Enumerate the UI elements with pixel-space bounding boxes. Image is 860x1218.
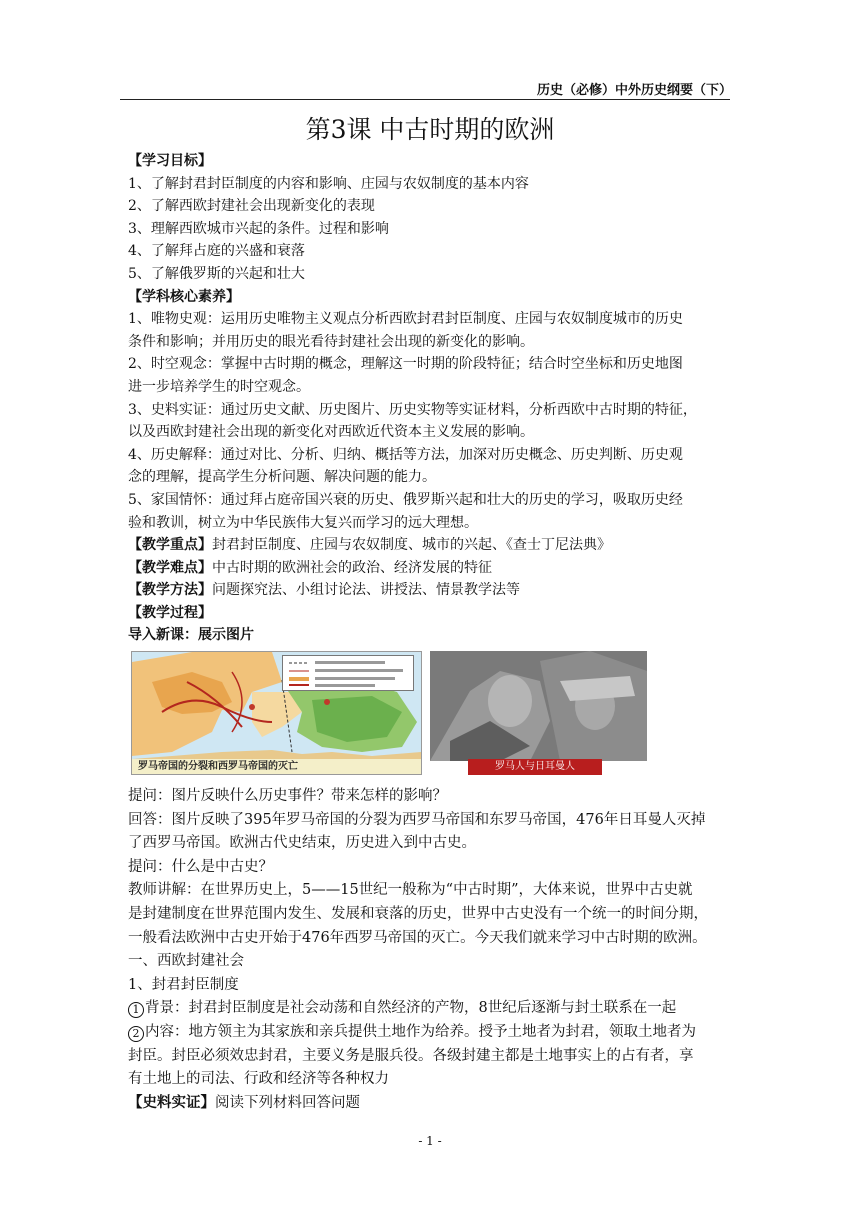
objectives-list (128, 173, 732, 286)
section-title: 一、西欧封建社会 (128, 953, 244, 970)
methods-text: 问题探究法、小组讨论法、讲授法、情景教学法等 (212, 582, 520, 599)
background-text: 背景：封君封臣制度是社会动荡和自然经济的产物，8世纪后逐渐与封土联系在一起 (145, 1000, 677, 1017)
map-figure (131, 651, 422, 775)
figure-row (128, 651, 732, 779)
methods-label: 【教学方法】 (128, 582, 212, 599)
content-line: 封臣。封臣必须效忠封君，主要义务是服兵役。各级封建主都是土地事实上的占有者，享 (128, 1047, 694, 1064)
header-rule (120, 99, 730, 100)
literacy-line: 2、时空观念：掌握中古时期的概念，理解这一时期的阶段特征；结合时空坐标和历史地图 (128, 356, 683, 373)
literacy-line: 1、唯物史观：运用历史唯物主义观点分析西欧封君封臣制度、庄园与农奴制度城市的历史 (128, 311, 683, 328)
content-text: 内容：地方领主为其家族和亲兵提供土地作为给养。授予土地者为封君，领取土地者为 (145, 1024, 696, 1040)
question-line: 提问：什么是中古史？ (128, 858, 273, 875)
content-point (128, 1021, 732, 1045)
answer-line: 了西罗马帝国。欧洲古代史结束，历史进入到中古史。 (128, 835, 476, 852)
key-points-label: 【教学重点】 (128, 537, 212, 554)
running-header: 历史（必修）中外历史纲要（下） (536, 83, 732, 98)
key-points-text: 封君封臣制度、庄园与农奴制度、城市的兴起、《查士丁尼法典》 (212, 537, 611, 554)
process-heading: 【教学过程】 (128, 604, 212, 621)
objective-item: 1、了解封君封臣制度的内容和影响、庄园与农奴制度的基本内容 (128, 175, 529, 192)
difficulties (128, 557, 732, 580)
evidence-text: 阅读下列材料回答问题 (215, 1094, 360, 1111)
difficulties-label: 【教学难点】 (128, 559, 212, 576)
objective-item: 4、了解拜占庭的兴盛和衰落 (128, 243, 305, 260)
relief-image (430, 651, 647, 761)
evidence (128, 1092, 732, 1116)
objective-item: 2、了解西欧封建社会出现新变化的表现 (128, 198, 375, 215)
question-line: 提问：图片反映什么历史事件？带来怎样的影响？ (128, 788, 447, 805)
qa-section (128, 785, 732, 1115)
circled-number: 2 (128, 1026, 144, 1042)
literacy-line: 念的理解，提高学生分析问题、解决问题的能力。 (128, 469, 436, 486)
relief-caption: 罗马人与日耳曼人 (468, 759, 602, 775)
lesson-title: 第3课 中古时期的欧洲 (305, 115, 555, 144)
legend-lines (283, 656, 413, 690)
map-legend (282, 655, 414, 691)
explanation-line: 一般看法欧洲中古史开始于476年西罗马帝国的灭亡。今天我们就来学习中古时期的欧洲。 (128, 929, 707, 946)
literacy-line: 5、家国情怀：通过拜占庭帝国兴衰的历史、俄罗斯兴起和壮大的历史的学习，吸取历史经 (128, 491, 683, 508)
literacy-heading: 【学科核心素养】 (128, 288, 240, 305)
relief-figure (430, 651, 647, 775)
objective-item: 5、了解俄罗斯的兴起和壮大 (128, 265, 305, 282)
map-caption: 罗马帝国的分裂和西罗马帝国的灭亡 (132, 759, 421, 774)
answer-line: 回答：图片反映了395年罗马帝国的分裂为西罗马帝国和东罗马帝国，476年日耳曼人灭掉 (128, 811, 706, 828)
objectives-heading: 【学习目标】 (128, 153, 212, 169)
relief-illustration (430, 651, 647, 761)
explanation-line: 是封建制度在世界范围内发生、发展和衰落的历史，世界中古史没有一个统一的时间分期， (128, 906, 708, 923)
methods (128, 579, 732, 602)
background-point (128, 997, 732, 1021)
literacy-list (128, 308, 732, 534)
page-number: - 1 - (418, 1134, 442, 1148)
literacy-line: 以及西欧封建社会出现的新变化对西欧近代资本主义发展的影响。 (128, 424, 534, 441)
literacy-line: 4、历史解释：通过对比、分析、归纳、概括等方法，加深对历史概念、历史判断、历史观 (128, 446, 683, 463)
intro-heading: 导入新课：展示图片 (128, 627, 254, 644)
section-subtitle: 1、封君封臣制度 (128, 976, 239, 993)
literacy-line: 验和教训，树立为中华民族伟大复兴而学习的远大理想。 (128, 514, 478, 531)
literacy-line: 条件和影响；并用历史的眼光看待封建社会出现的新变化的影响。 (128, 333, 534, 350)
difficulties-text: 中古时期的欧洲社会的政治、经济发展的特征 (212, 559, 492, 576)
literacy-line: 进一步培养学生的时空观念。 (128, 378, 310, 395)
content-line: 有土地上的司法、行政和经济等各种权力 (128, 1071, 389, 1088)
explanation-line: 教师讲解：在世界历史上，5——15世纪一般称为“中古时期”，大体来说，世界中古史就 (128, 882, 693, 899)
body-content (128, 150, 732, 1115)
evidence-label: 【史料实证】 (128, 1094, 215, 1111)
literacy-line: 3、史料实证：通过历史文献、历史图片、历史实物等实证材料，分析西欧中古时期的特征， (128, 401, 697, 418)
circled-number: 1 (128, 1002, 144, 1018)
objective-item: 3、理解西欧城市兴起的条件。过程和影响 (128, 220, 389, 237)
key-points (128, 534, 732, 557)
